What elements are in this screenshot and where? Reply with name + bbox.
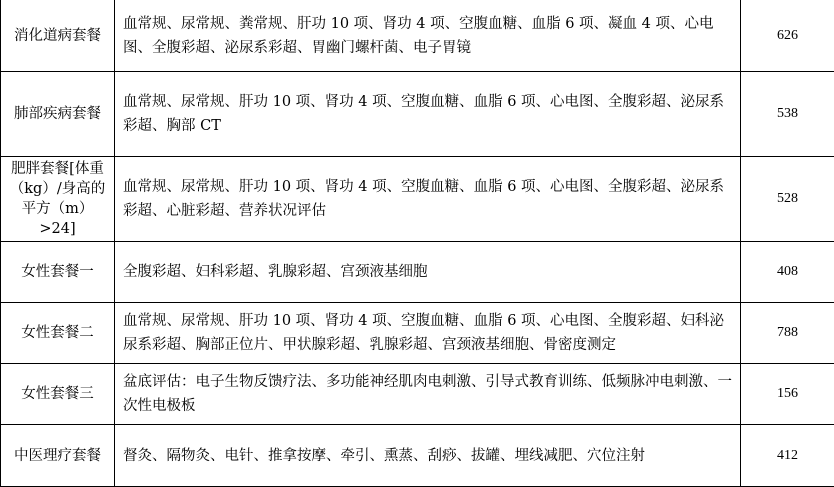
package-name: 女性套餐二 — [1, 303, 115, 364]
package-name: 肺部疾病套餐 — [1, 72, 115, 157]
package-name: 中医理疗套餐 — [1, 425, 115, 487]
package-name: 消化道病套餐 — [1, 0, 115, 72]
package-items: 血常规、尿常规、粪常规、肝功 10 项、肾功 4 项、空腹血糖、血脂 6 项、凝血 4 项、心电图、全腹彩超、泌尿系彩超、胃幽门螺杆菌、电子胃镜 — [115, 0, 741, 72]
package-items: 督灸、隔物灸、电针、推拿按摩、牵引、熏蒸、刮痧、拔罐、埋线减肥、穴位注射 — [115, 425, 741, 487]
package-items: 血常规、尿常规、肝功 10 项、肾功 4 项、空腹血糖、血脂 6 项、心电图、全腹彩超、泌尿系彩超、心脏彩超、营养状况评估 — [115, 157, 741, 242]
table-row — [1, 72, 834, 157]
package-name: 女性套餐一 — [1, 242, 115, 303]
package-name: 女性套餐三 — [1, 364, 115, 425]
package-price: 788 — [741, 303, 834, 364]
table-row — [1, 0, 834, 72]
table-row — [1, 242, 834, 303]
package-price: 408 — [741, 242, 834, 303]
package-price: 538 — [741, 72, 834, 157]
package-price: 626 — [741, 0, 834, 72]
package-items: 血常规、尿常规、肝功 10 项、肾功 4 项、空腹血糖、血脂 6 项、心电图、全腹彩超、妇科泌尿系彩超、胸部正位片、甲状腺彩超、乳腺彩超、宫颈液基细胞、骨密度测定 — [115, 303, 741, 364]
package-price: 156 — [741, 364, 834, 425]
table-row — [1, 364, 834, 425]
package-price: 412 — [741, 425, 834, 487]
package-price: 528 — [741, 157, 834, 242]
table-row — [1, 425, 834, 487]
table-row — [1, 303, 834, 364]
package-items: 血常规、尿常规、肝功 10 项、肾功 4 项、空腹血糖、血脂 6 项、心电图、全腹彩超、泌尿系彩超、胸部 CT — [115, 72, 741, 157]
package-name: 肥胖套餐[体重（kg）/身高的平方（m）>24] — [1, 157, 115, 242]
table-row — [1, 157, 834, 242]
package-items: 全腹彩超、妇科彩超、乳腺彩超、宫颈液基细胞 — [115, 242, 741, 303]
package-items: 盆底评估：电子生物反馈疗法、多功能神经肌肉电刺激、引导式教育训练、低频脉冲电刺激、一次性电极板 — [115, 364, 741, 425]
